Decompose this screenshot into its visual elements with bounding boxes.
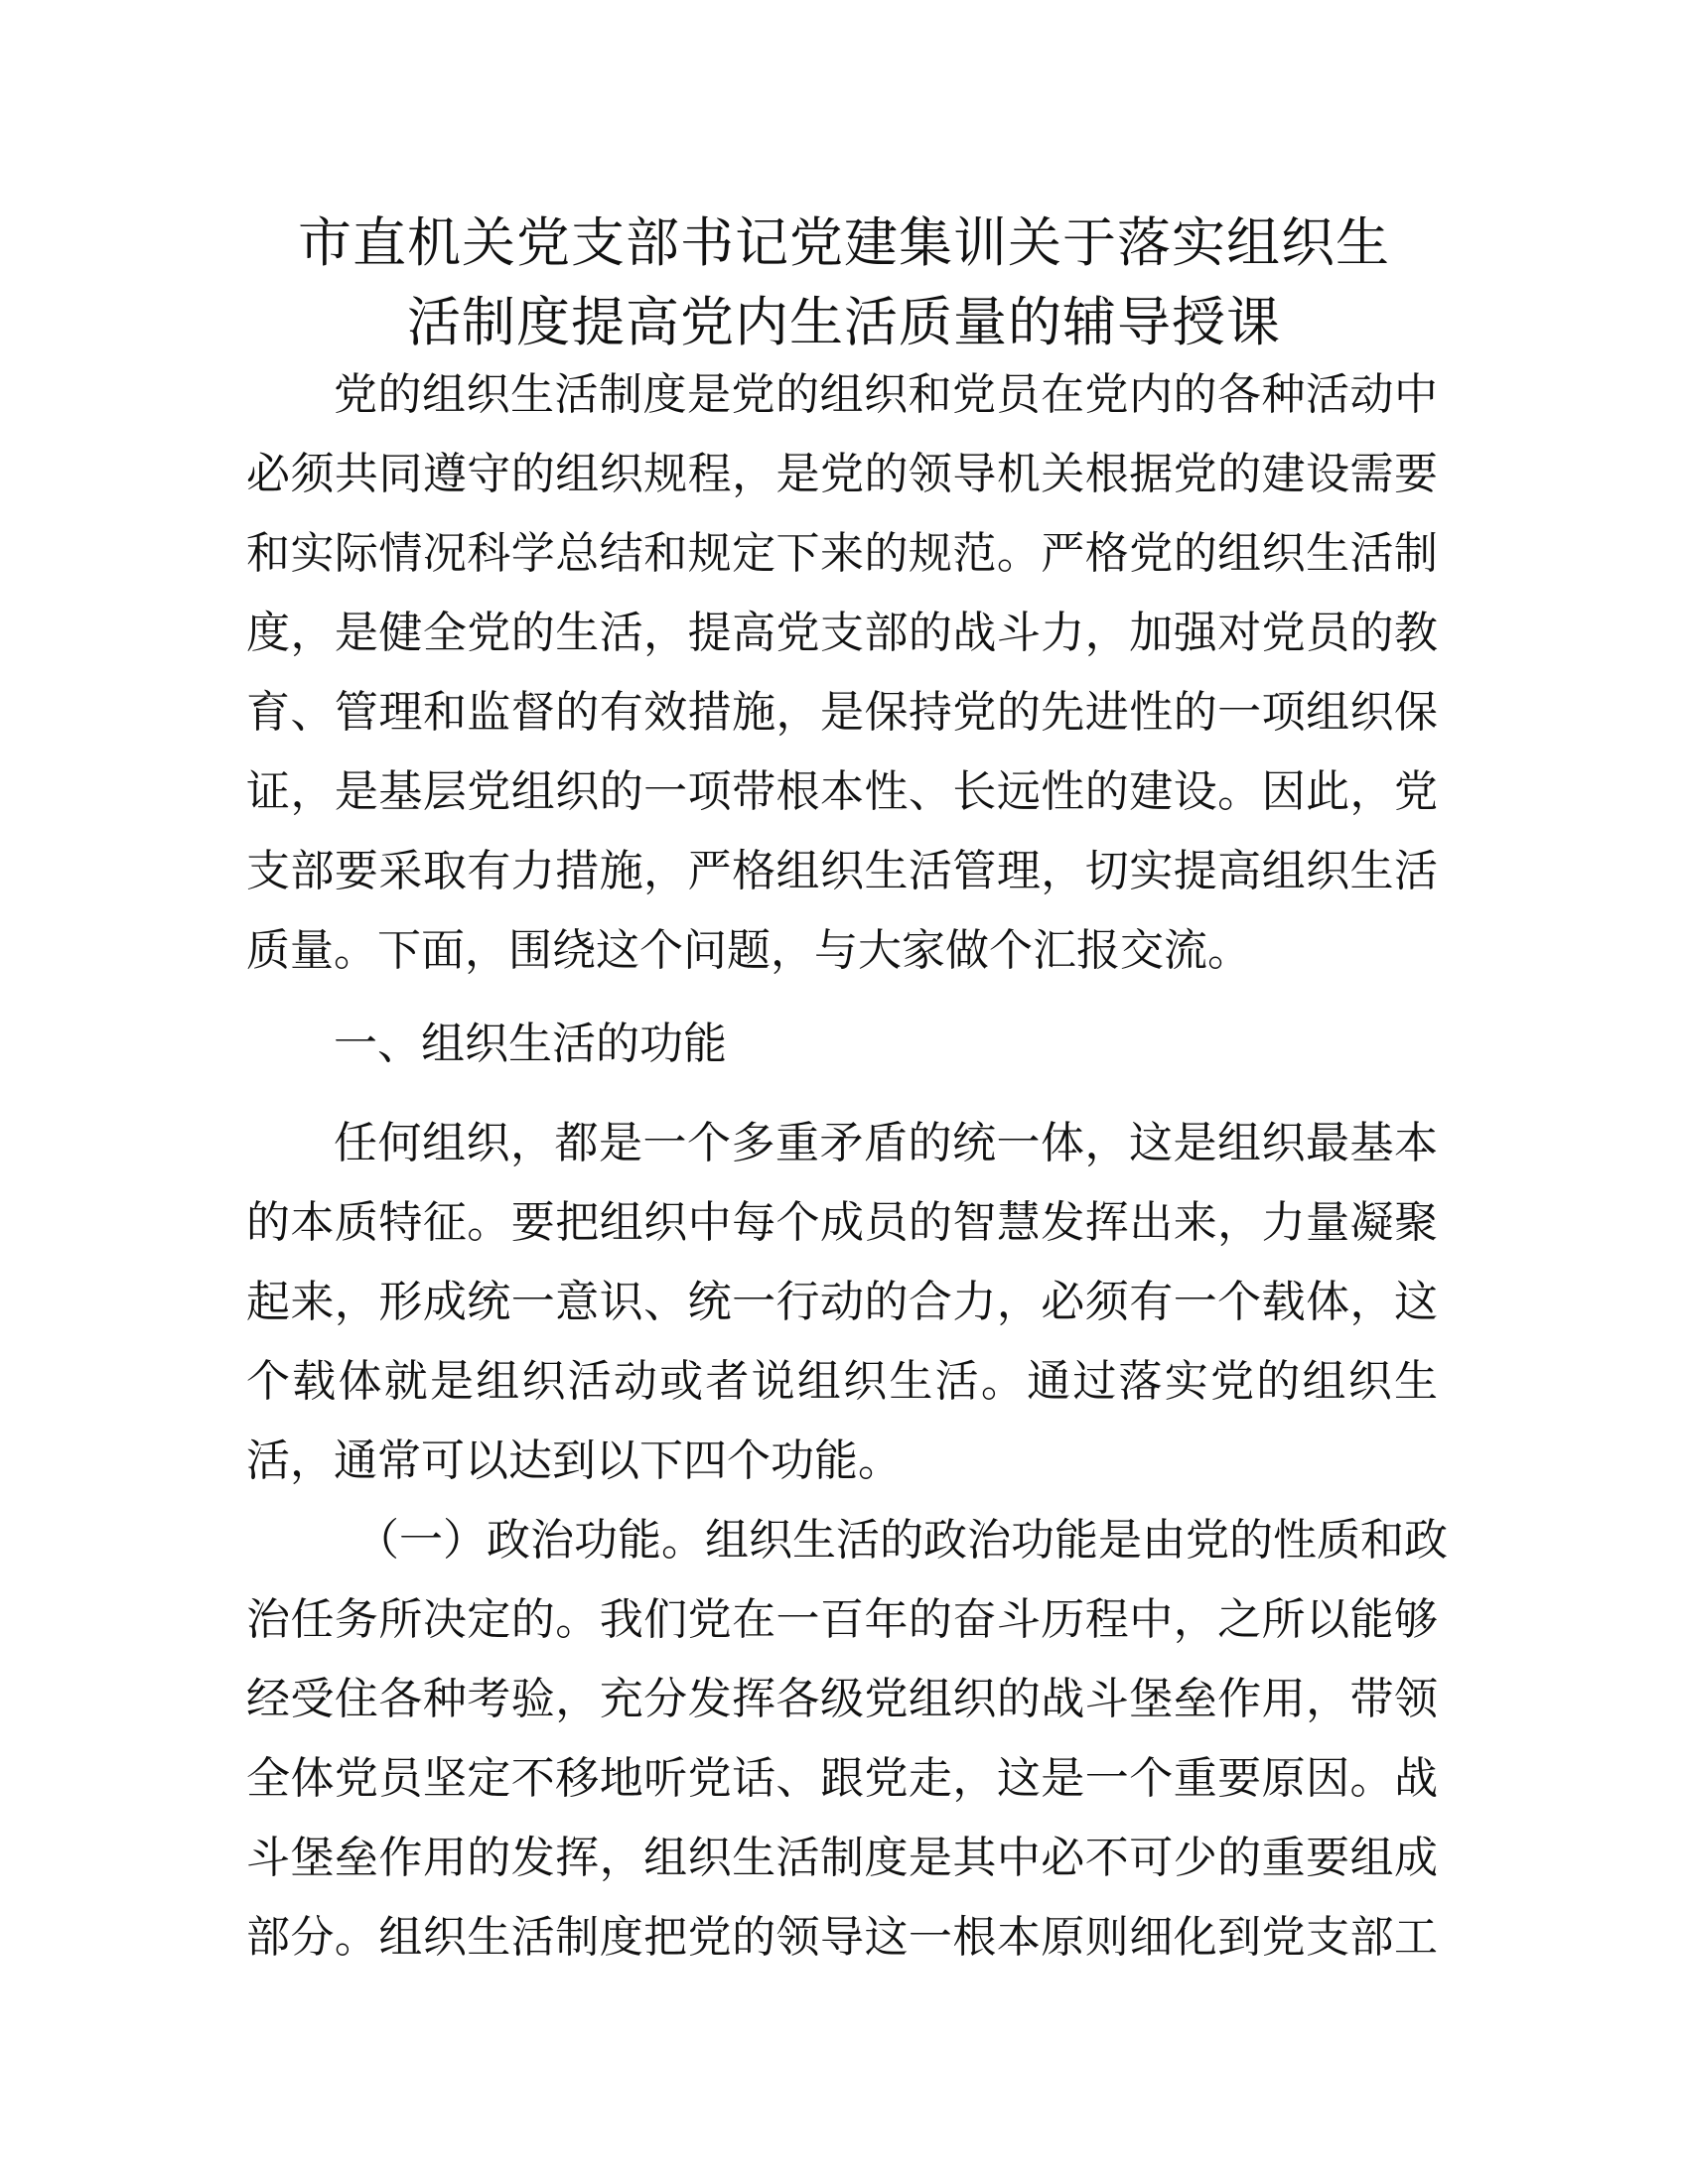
paragraph-line: 证，是基层党组织的一项带根本性、长远性的建设。因此，党 bbox=[246, 766, 1438, 817]
paragraph-line: 经受住各种考验，充分发挥各级党组织的战斗堡垒作用，带领 bbox=[246, 1674, 1438, 1724]
paragraph-line: （一）政治功能。组织生活的政治功能是由党的性质和政 bbox=[355, 1515, 1448, 1566]
paragraph-line: 党的组织生活制度是党的组织和党员在党内的各种活动中 bbox=[334, 369, 1438, 420]
section-heading: 一、组织生活的功能 bbox=[334, 1019, 727, 1069]
paragraph-line: 的本质特征。要把组织中每个成员的智慧发挥出来，力量凝聚 bbox=[246, 1197, 1438, 1248]
paragraph-organization bbox=[246, 1104, 1438, 1501]
paragraph-line: 治任务所决定的。我们党在一百年的奋斗历程中，之所以能够 bbox=[246, 1594, 1438, 1645]
paragraph-line: 育、管理和监督的有效措施，是保持党的先进性的一项组织保 bbox=[246, 687, 1438, 738]
paragraph-intro bbox=[246, 355, 1438, 991]
paragraph-line: 度，是健全党的生活，提高党支部的战斗力，加强对党员的教 bbox=[246, 608, 1438, 658]
paragraph-line: 和实际情况科学总结和规定下来的规范。严格党的组织生活制 bbox=[246, 528, 1438, 579]
paragraph-line: 质量。下面，围绕这个问题，与大家做个汇报交流。 bbox=[246, 925, 1251, 976]
paragraph-line: 支部要采取有力措施，严格组织生活管理，切实提高组织生活 bbox=[246, 846, 1438, 896]
document-title bbox=[199, 204, 1489, 362]
paragraph-line: 必须共同遵守的组织规程，是党的领导机关根据党的建设需要 bbox=[246, 449, 1438, 499]
paragraph-line: 部分。组织生活制度把党的领导这一根本原则细化到党支部工 bbox=[246, 1912, 1438, 1963]
paragraph-line: 全体党员坚定不移地听党话、跟党走，这是一个重要原因。战 bbox=[246, 1753, 1438, 1804]
title-line-1: 市直机关党支部书记党建集训关于落实组织生 bbox=[298, 211, 1390, 274]
paragraph-line: 个载体就是组织活动或者说组织生活。通过落实党的组织生 bbox=[246, 1356, 1438, 1407]
paragraph-political-function bbox=[246, 1501, 1448, 1978]
paragraph-line: 任何组织，都是一个多重矛盾的统一体，这是组织最基本 bbox=[334, 1118, 1438, 1168]
title-line-2: 活制度提高党内生活质量的辅导授课 bbox=[407, 291, 1281, 353]
paragraph-line: 斗堡垒作用的发挥，组织生活制度是其中必不可少的重要组成 bbox=[246, 1833, 1438, 1883]
paragraph-line: 起来，形成统一意识、统一行动的合力，必须有一个载体，这 bbox=[246, 1277, 1438, 1327]
paragraph-line: 活，通常可以达到以下四个功能。 bbox=[246, 1435, 902, 1486]
